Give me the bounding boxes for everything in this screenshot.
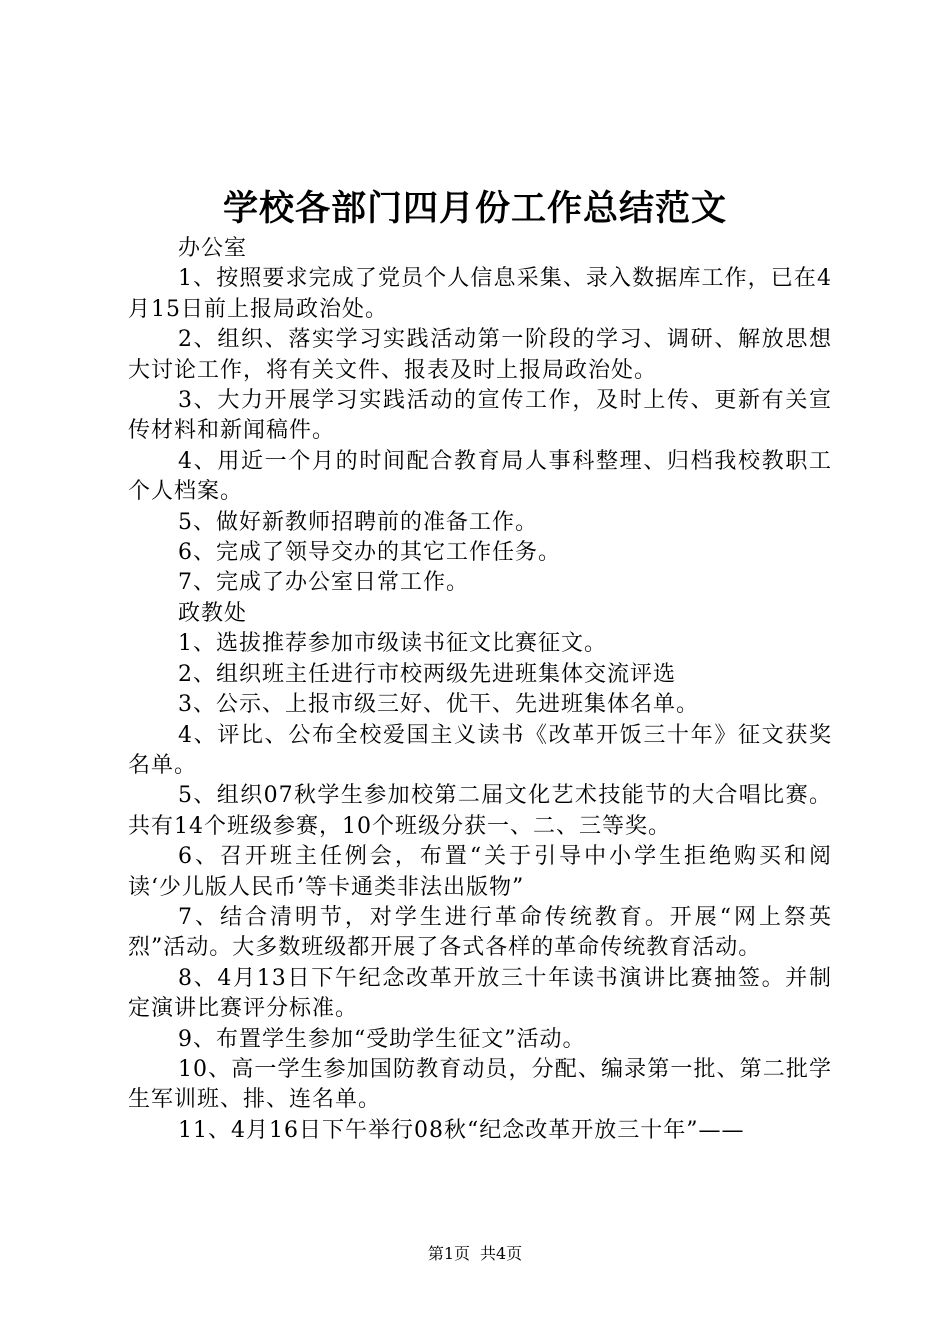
- paragraph: 5、做好新教师招聘前的准备工作。: [178, 509, 538, 535]
- page-number: 第1页: [427, 1244, 470, 1263]
- paragraph: 9、布置学生参加“受助学生征文”活动。: [178, 1026, 586, 1052]
- paragraph: 5、组织07秋学生参加校第二届文化艺术技能节的大合唱比赛。共有14个班级参赛，10个班级分获一、二、三等奖。: [128, 783, 832, 839]
- paragraph: 10、高一学生参加国防教育动员，分配、编录第一批、第二批学生军训班、排、连名单。: [128, 1056, 832, 1113]
- paragraph: 1、选拔推荐参加市级读书征文比赛征文。: [178, 631, 607, 657]
- document-body: [128, 234, 832, 1146]
- paragraph: 2、组织、落实学习实践活动第一阶段的学习、调研、解放思想大讨论工作，将有关文件、报表及时上报局政治处。: [128, 327, 832, 383]
- page-title: 学校各部门四月份工作总结范文: [222, 188, 727, 229]
- paragraph: 7、结合清明节，对学生进行革命传统教育。开展“网上祭英烈”活动。大多数班级都开展了各式各样的革命传统教育活动。: [128, 904, 832, 961]
- paragraph: 1、按照要求完成了党员个人信息采集、录入数据库工作，已在4月15日前上报局政治处。: [128, 266, 832, 322]
- paragraph: 6、完成了领导交办的其它工作任务。: [178, 540, 561, 566]
- page-footer: [0, 1243, 950, 1265]
- paragraph: 4、用近一个月的时间配合教育局人事科整理、归档我校教职工个人档案。: [128, 448, 832, 505]
- paragraph: 7、完成了办公室日常工作。: [178, 570, 469, 596]
- paragraph: 3、大力开展学习实践活动的宣传工作，及时上传、更新有关宣传材料和新闻稿件。: [128, 388, 832, 444]
- paragraph: 政教处: [178, 600, 248, 626]
- paragraph: 3、公示、上报市级三好、优干、先进班集体名单。: [178, 692, 699, 718]
- page-total: 共4页: [480, 1244, 523, 1263]
- paragraph: 办公室: [178, 236, 248, 261]
- paragraph: 2、组织班主任进行市校两级先进班集体交流评选: [178, 661, 676, 687]
- paragraph: 11、4月16日下午举行08秋“纪念改革开放三十年”——: [178, 1117, 745, 1143]
- paragraph: 4、评比、公布全校爱国主义读书《改革开饭三十年》征文获奖名单。: [128, 722, 832, 778]
- paragraph: 6、召开班主任例会，布置“关于引导中小学生拒绝购买和阅读‘少儿版人民币’等卡通类非法出版物”: [128, 844, 832, 900]
- paragraph: 8、4月13日下午纪念改革开放三十年读书演讲比赛抽签。并制定演讲比赛评分标准。: [128, 965, 832, 1022]
